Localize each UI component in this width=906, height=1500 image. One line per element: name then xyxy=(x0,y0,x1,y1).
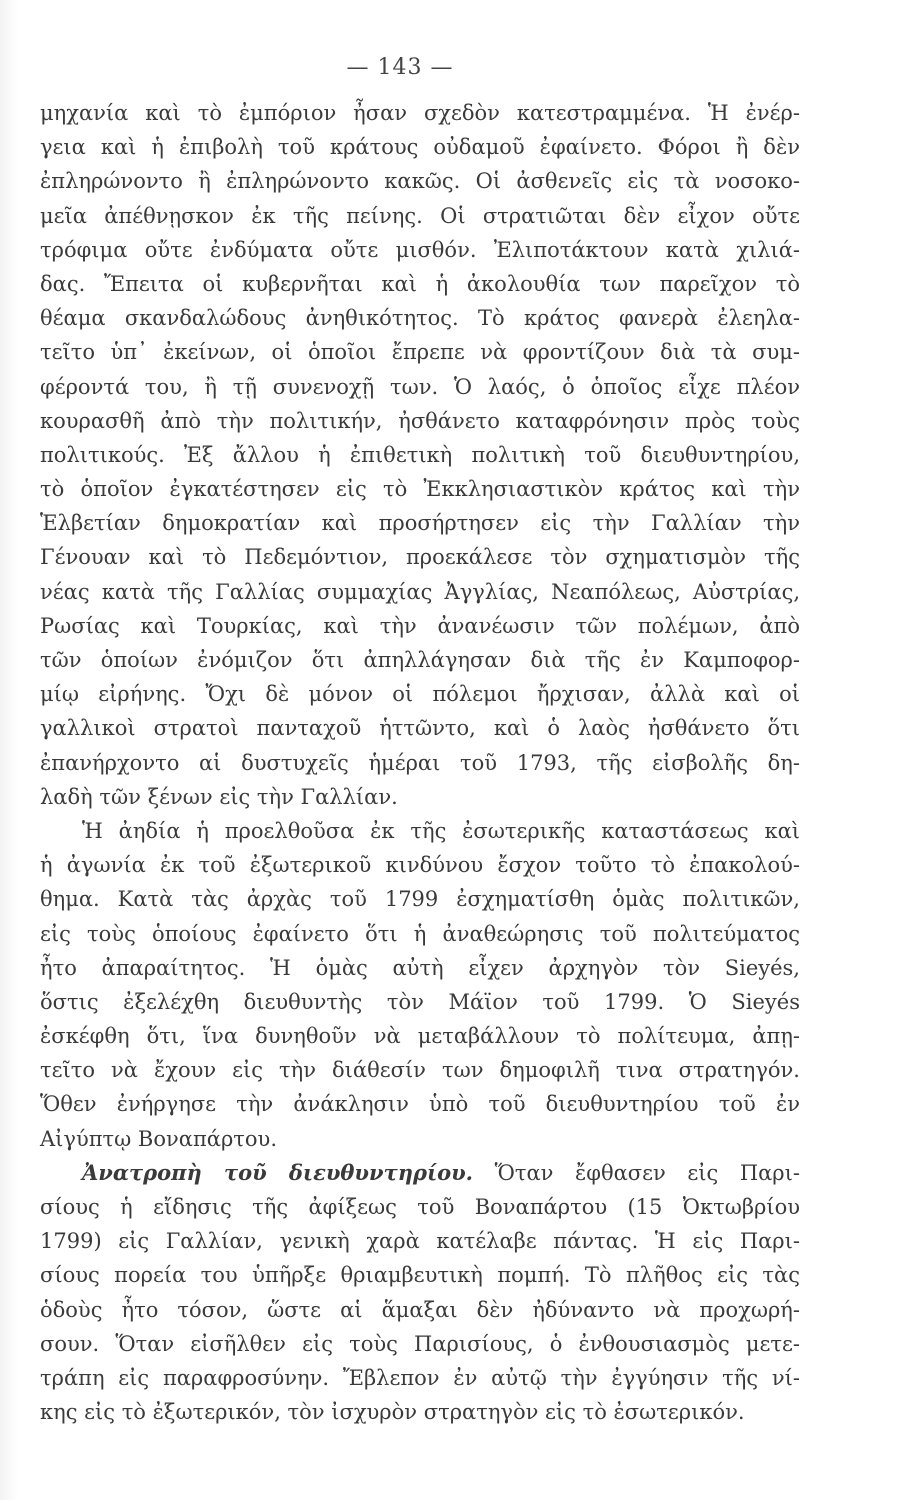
text-line: μίῳ εἰρήνης. Ὄχι δὲ μόνον οἱ πόλεμοι ἤρχισαν, ἀλλὰ καὶ οἱ xyxy=(40,682,800,707)
text-line: γεια καὶ ἡ ἐπιβολὴ τοῦ κράτους οὐδαμοῦ ἐφαίνετο. Φόροι ἢ δὲν xyxy=(40,135,800,160)
text-line: τρόφιμα οὔτε ἐνδύματα οὔτε μισθόν. Ἐλιποτάκτουν κατὰ χιλιά- xyxy=(40,237,800,262)
text-line: εἰς τοὺς ὁποίους ἐφαίνετο ὅτι ἡ ἀναθεώρησις τοῦ πολιτεύματος xyxy=(40,921,800,946)
text-line: σίους ἡ εἴδησις τῆς ἀφίξεως τοῦ Βοναπάρτου (15 Ὀκτωβρίου xyxy=(40,1195,800,1219)
text-line: πολιτικούς. Ἐξ ἄλλου ἡ ἐπιθετικὴ πολιτικὴ τοῦ διευθυντηρίου, xyxy=(40,442,800,467)
text-line: Ρωσίας καὶ Τουρκίας, καὶ τὴν ἀνανέωσιν τῶν πολέμων, ἀπὸ xyxy=(40,613,800,638)
section-heading: Ἀνατροπὴ τοῦ διευθυντηρίου. xyxy=(82,1159,473,1185)
text-line: Ὅθεν ἐνήργησε τὴν ἀνάκλησιν ὑπὸ τοῦ διευθυντηρίου τοῦ ἐν xyxy=(40,1092,800,1117)
text-line: τεῖτο ὑπ᾽ ἐκείνων, οἱ ὁποῖοι ἔπρεπε νὰ φροντίζουν διὰ τὰ συμ- xyxy=(40,340,800,365)
text-line: φέροντά του, ἢ τῇ συνενοχῇ των. Ὁ λαός, ὁ ὁποῖος εἶχε πλέον xyxy=(40,374,800,399)
text-line: ἐσκέφθη ὅτι, ἵνα δυνηθοῦν νὰ μεταβάλλουν τὸ πολίτευμα, ἀπῃ- xyxy=(40,1024,800,1049)
text-line: λαδὴ τῶν ξένων εἰς τὴν Γαλλίαν. xyxy=(40,784,398,809)
text-line: γαλλικοὶ στρατοὶ πανταχοῦ ἡττῶντο, καὶ ὁ λαὸς ἠσθάνετο ὅτι xyxy=(40,716,800,741)
text-line: δας. Ἔπειτα οἱ κυβερνῆται καὶ ἡ ἀκολουθία των παρεῖχον τὸ xyxy=(40,271,800,296)
text-line: ἡ ἀγωνία ἐκ τοῦ ἐξωτερικοῦ κινδύνου ἔσχον τοῦτο τὸ ἐπακολού- xyxy=(40,853,800,878)
text-line: τεῖτο νὰ ἔχουν εἰς τὴν διάθεσίν των δημοφιλῆ τινα στρατηγόν. xyxy=(40,1058,800,1083)
text-line: σουν. Ὅταν εἰσῆλθεν εἰς τοὺς Παρισίους, ὁ ἐνθουσιασμὸς μετε- xyxy=(40,1331,800,1356)
text-line: ἐπληρώνοντο ἢ ἐπληρώνοντο κακῶς. Οἱ ἀσθενεῖς εἰς τὰ νοσοκο- xyxy=(40,169,800,194)
text-line: Ἑλβετίαν δημοκρατίαν καὶ προσήρτησεν εἰς τὴν Γαλλίαν τὴν xyxy=(40,511,800,536)
page-number: — 143 — xyxy=(346,55,454,80)
text-line: ὁδοὺς ἦτο τόσον, ὥστε αἱ ἅμαξαι δὲν ἠδύναντο νὰ προχωρή- xyxy=(40,1297,800,1322)
text-line: Ἡ ἀηδία ἡ προελθοῦσα ἐκ τῆς ἐσωτερικῆς καταστάσεως καὶ xyxy=(82,818,800,843)
text-line: κης εἰς τὸ ἐξωτερικόν, τὸν ἰσχυρὸν στρατηγὸν εἰς τὸ ἐσωτερικόν. xyxy=(40,1400,745,1425)
text-line: θέαμα σκανδαλώδους ἀνηθικότητος. Τὸ κράτος φανερὰ ἐλεηλα- xyxy=(40,306,800,331)
text-line: Γένουαν καὶ τὸ Πεδεμόντιον, προεκάλεσε τὸν σχηματισμὸν τῆς xyxy=(40,545,800,570)
text-line: ὅστις ἐξελέχθη διευθυντὴς τὸν Μάϊον τοῦ 1799. Ὁ Sieyés xyxy=(40,989,800,1014)
text-line: ἦτο ἀπαραίτητος. Ἡ ὁμὰς αὐτὴ εἶχεν ἀρχηγὸν τὸν Sieyés, xyxy=(40,955,800,980)
paragraph-3 xyxy=(40,1156,800,1430)
text-line: Αἰγύπτῳ Βοναπάρτου. xyxy=(40,1126,277,1151)
text-line: νέας κατὰ τῆς Γαλλίας συμμαχίας Ἀγγλίας, Νεαπόλεως, Αὐστρίας, xyxy=(40,579,800,604)
text-run: Ὅταν ἔφθασεν εἰς Παρι- xyxy=(473,1160,800,1185)
text-line: τῶν ὁποίων ἐνόμιζον ὅτι ἀπηλλάγησαν διὰ τῆς ἐν Καμποφορ- xyxy=(40,648,800,672)
text-line: 1799) εἰς Γαλλίαν, γενικὴ χαρὰ κατέλαβε πάντας. Ἡ εἰς Παρι- xyxy=(40,1229,800,1254)
body-text xyxy=(40,96,800,1429)
paragraph-1 xyxy=(40,96,800,814)
text-line: κουρασθῆ ἀπὸ τὴν πολιτικήν, ἠσθάνετο καταφρόνησιν πρὸς τοὺς xyxy=(40,408,800,433)
section-heading-line xyxy=(40,1156,800,1190)
text-line: θημα. Κατὰ τὰς ἀρχὰς τοῦ 1799 ἐσχηματίσθη ὁμὰς πολιτικῶν, xyxy=(40,887,800,912)
text-line: τράπη εἰς παραφροσύνην. Ἔβλεπον ἐν αὐτῷ τὴν ἐγγύησιν τῆς νί- xyxy=(40,1365,800,1390)
text-line: μεῖα ἀπέθνῃσκον ἐκ τῆς πείνης. Οἱ στρατιῶται δὲν εἶχον οὔτε xyxy=(40,203,800,228)
text-line: τὸ ὁποῖον ἐγκατέστησεν εἰς τὸ Ἐκκλησιαστικὸν κράτος καὶ τὴν xyxy=(40,477,800,502)
text-line: ἐπανήρχοντο αἱ δυστυχεῖς ἡμέραι τοῦ 1793, τῆς εἰσβολῆς δη- xyxy=(40,750,800,775)
text-line: σίους πορεία του ὑπῆρξε θριαμβευτικὴ πομπή. Τὸ πλῆθος εἰς τὰς xyxy=(40,1263,800,1288)
paragraph-2 xyxy=(40,814,800,1156)
text-line: μηχανία καὶ τὸ ἐμπόριον ἦσαν σχεδὸν κατεστραμμένα. Ἡ ἐνέρ- xyxy=(40,101,800,125)
